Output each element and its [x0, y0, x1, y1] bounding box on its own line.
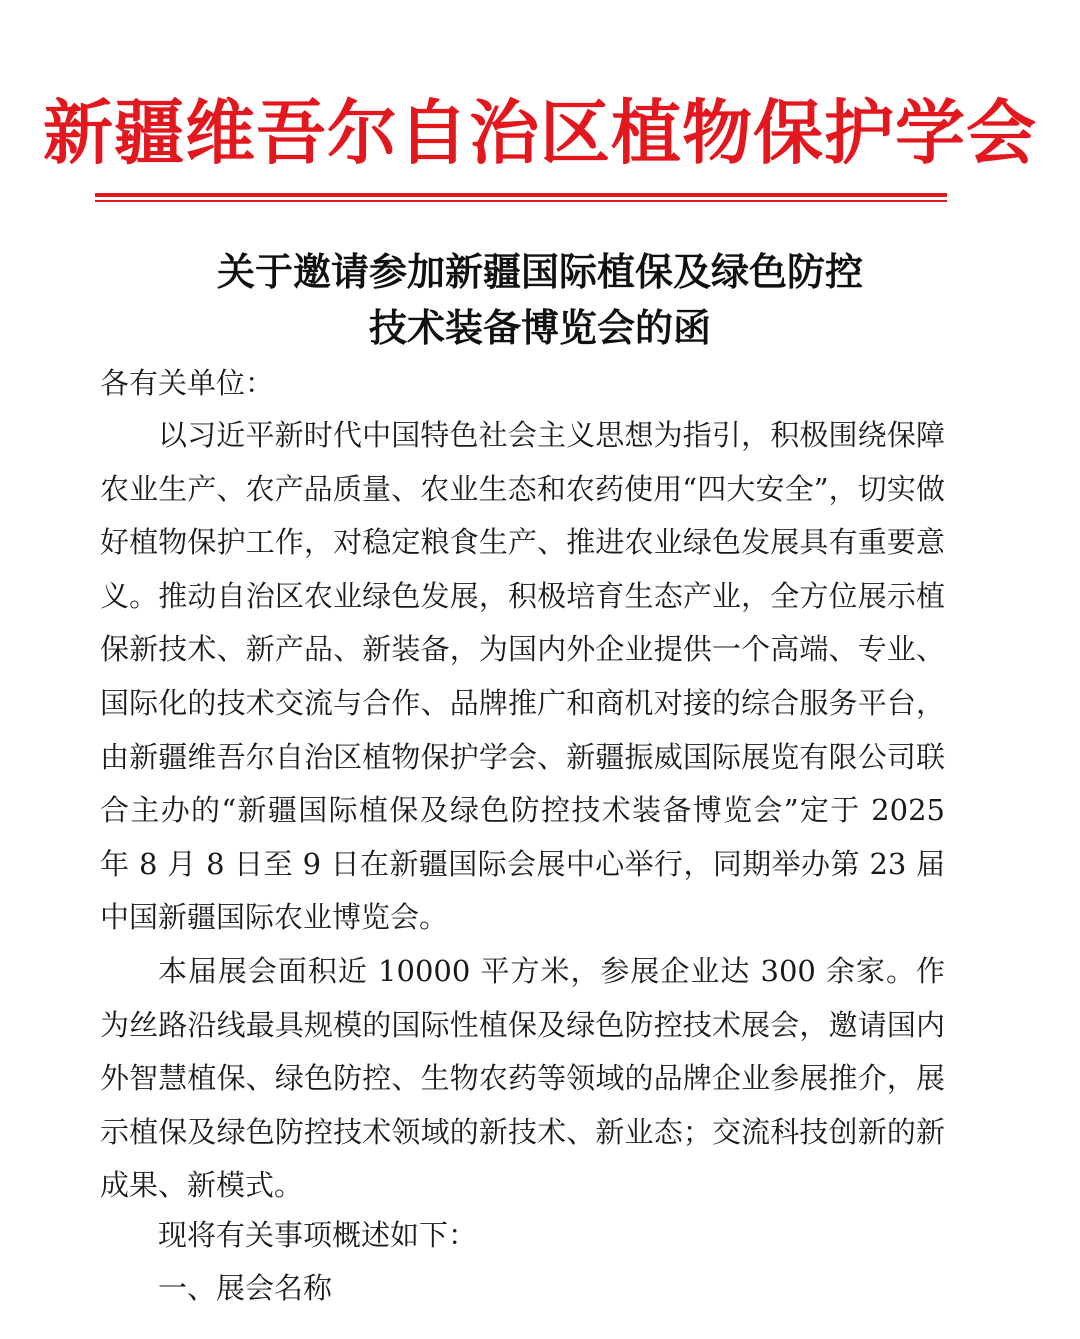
notice-line: 现将有关事项概述如下：	[158, 1218, 478, 1252]
salutation: 各有关单位：	[100, 366, 275, 400]
document-title-line2: 技术装备博览会的函	[368, 306, 711, 350]
letterhead-rule-thin	[95, 200, 947, 202]
body-paragraph-1: 以习近平新时代中国特色社会主义思想为指引，积极围绕保障农业生产、农产品质量、农业生态和农药使用“四大安全”，切实做好植物保护工作，对稳定粮食生产、推进农业绿色发展具有重要意义。推动自治区农业绿色发展，积极培育生态产业，全方位展示植保新技术、新产品、新装备，为国内外企业提供一个高端、专业、国际化的技术交流与合作、品牌推广和商机对接的综合服务平台，由新疆维吾尔自治区植物保护学会、新疆振威国际展览有限公司联合主办的“新疆国际植保及绿色防控技术装备博览会”定于 2025 年 8 月 8 日至 9 日在新疆国际会展中心举行，同期举办第 23 届中国新疆国际农业博览会。	[100, 418, 945, 935]
letterhead-rule-thick	[95, 193, 947, 197]
section-heading-1: 一、展会名称	[158, 1271, 333, 1305]
organization-letterhead: 新疆维吾尔自治区植物保护学会	[43, 92, 1037, 174]
document-title-line1: 关于邀请参加新疆国际植保及绿色防控	[216, 250, 863, 294]
body-paragraph-2: 本届展会面积近 10000 平方米，参展企业达 300 余家。作为丝路沿线最具规模的国际性植保及绿色防控技术展会，邀请国内外智慧植保、绿色防控、生物农药等领域的品牌企业参展推介，展示植保及绿色防控技术领域的新技术、新业态；交流科技创新的新成果、新模式。	[100, 954, 945, 1203]
